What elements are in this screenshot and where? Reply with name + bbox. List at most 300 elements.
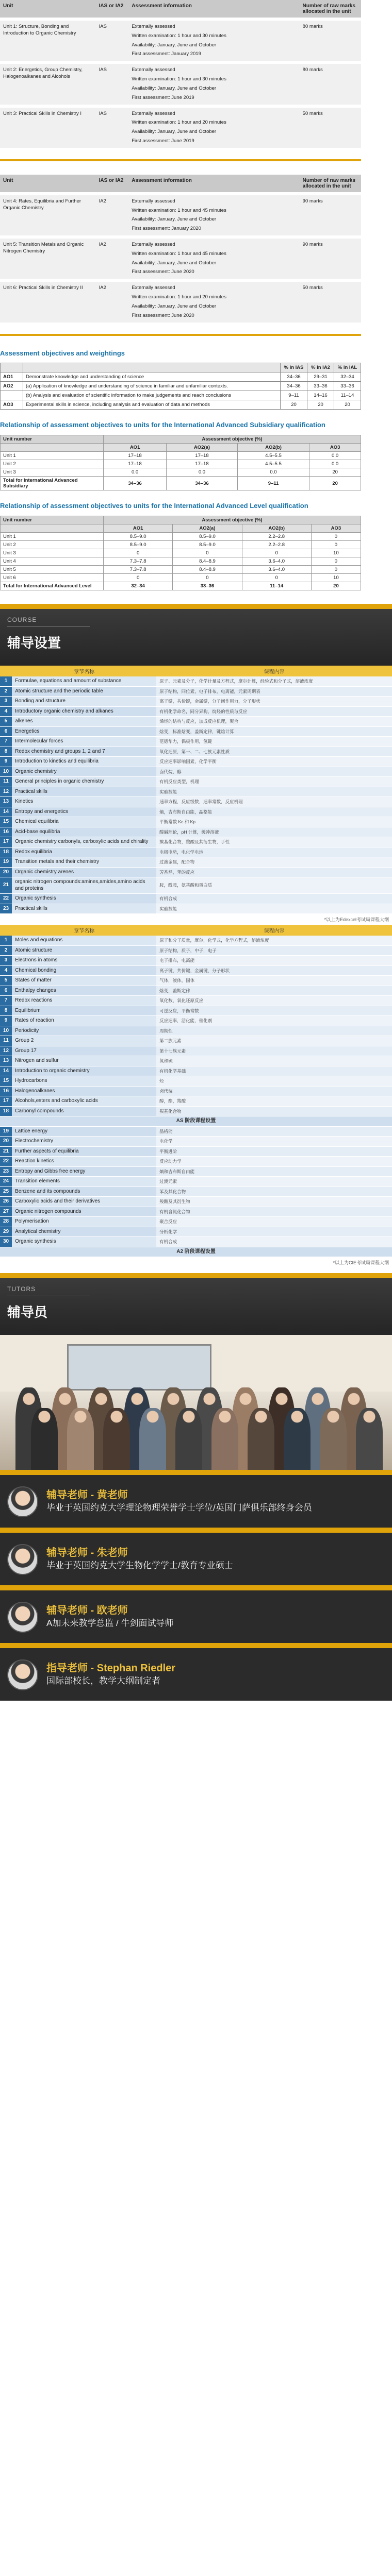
course-number: 7 bbox=[0, 737, 12, 747]
course-content: 熵和吉布斯自由能 bbox=[156, 1166, 392, 1177]
course-chapter: Equilibrium bbox=[12, 1006, 156, 1016]
relationship-row bbox=[1, 566, 361, 574]
course-banner-subtitle: COURSE bbox=[7, 616, 37, 624]
objective-row bbox=[1, 391, 361, 400]
ao1-header: AO1 bbox=[104, 444, 167, 452]
course-number: 6 bbox=[0, 726, 12, 737]
as-course-note: *以上为Edexcel考试局课程大纲 bbox=[324, 917, 389, 923]
course-row bbox=[0, 1217, 392, 1227]
course-content: 范德华力，偶极作用，氢键 bbox=[156, 737, 392, 747]
course-content: 酸碱理论，pH 计算，缓冲溶液 bbox=[156, 827, 392, 837]
course-content: 原子和分子质量，摩尔，化学式，化学方程式，溶液浓度 bbox=[156, 936, 392, 945]
course-chapter: States of matter bbox=[12, 976, 156, 986]
course-chapter: Entropy and Gibbs free energy bbox=[12, 1166, 156, 1177]
course-content: 羧酸及其衍生物 bbox=[156, 1197, 392, 1207]
relationship-value: 2.2–2.8 bbox=[242, 533, 311, 541]
relationship-value: 3.6–4.0 bbox=[242, 557, 311, 566]
assessment-line: First assessment: January 2019 bbox=[132, 51, 201, 57]
relationship-value: 3.6–4.0 bbox=[242, 566, 311, 574]
tutor-description: A加未来教学总监 / 牛剑面试导师 bbox=[46, 1618, 174, 1629]
course-num-header bbox=[0, 666, 12, 676]
objective-text: (b) Analysis and evaluation of scientific information to make judgements and reach conclusions bbox=[23, 391, 281, 400]
course-row bbox=[0, 1137, 392, 1147]
course-content: 平衡进阶 bbox=[156, 1146, 392, 1157]
assessment-line: Externally assessed bbox=[132, 24, 175, 29]
course-row bbox=[0, 847, 392, 857]
relationship-value: 7.3–7.8 bbox=[104, 566, 173, 574]
course-chapter: Redox chemistry and groups 1, 2 and 7 bbox=[12, 747, 156, 757]
course-content: 烃 bbox=[156, 1076, 392, 1087]
assessment-info bbox=[128, 62, 299, 106]
ao2b-header: AO2(b) bbox=[237, 444, 309, 452]
relationship-value: 17–18 bbox=[104, 460, 167, 468]
objective-ia2: 33–36 bbox=[307, 382, 334, 391]
course-row bbox=[0, 1106, 392, 1116]
course-content: 离子键，共价键，金属键，分子形状 bbox=[156, 965, 392, 976]
unit-row bbox=[0, 280, 361, 322]
relationship-value: 0 bbox=[311, 557, 361, 566]
course-row bbox=[0, 1096, 392, 1107]
course-row bbox=[0, 726, 392, 737]
relationship-value: 0.0 bbox=[309, 460, 361, 468]
course-row bbox=[0, 956, 392, 966]
unit-name: Unit 2: Energetics, Group Chemistry, Halogenoalkanes and Alcohols bbox=[0, 62, 96, 106]
assessment-line: Written examination: 1 hour and 30 minutes bbox=[132, 32, 226, 39]
relationship-value: 10 bbox=[311, 549, 361, 557]
course-row bbox=[0, 777, 392, 787]
course-row bbox=[0, 747, 392, 757]
banner-rule bbox=[7, 626, 90, 627]
course-content: 周期性 bbox=[156, 1026, 392, 1036]
course-number: 21 bbox=[0, 877, 12, 894]
tutors-banner-title: 辅导员 bbox=[7, 1304, 48, 1320]
objectives-header-ias: % in IAS bbox=[281, 363, 307, 372]
course-number: 1 bbox=[0, 676, 12, 686]
unit-name: Unit 5: Transition Metals and Organic Nitrogen Chemistry bbox=[0, 237, 96, 280]
relationship-value: 0 bbox=[311, 566, 361, 574]
assessment-line: First assessment: June 2020 bbox=[132, 312, 194, 318]
relationship-value: 32–34 bbox=[104, 582, 173, 590]
course-chapter: Transition metals and their chemistry bbox=[12, 857, 156, 868]
course-number: 11 bbox=[0, 777, 12, 787]
course-content: 晶格能 bbox=[156, 1126, 392, 1137]
course-content: 芳香烃，苯的反应 bbox=[156, 867, 392, 877]
course-row bbox=[0, 1177, 392, 1187]
course-banner bbox=[0, 604, 392, 666]
col-assessment: Assessment information bbox=[128, 0, 299, 19]
col-assessment: Assessment information bbox=[128, 175, 299, 194]
course-chapter: Energetics bbox=[12, 726, 156, 737]
relationship-row bbox=[1, 582, 361, 590]
objectives-header-ia2: % in IA2 bbox=[307, 363, 334, 372]
unit-row bbox=[0, 106, 361, 148]
ao1-header: AO1 bbox=[104, 524, 173, 533]
course-number: 16 bbox=[0, 827, 12, 837]
ial-relationship-body bbox=[1, 533, 361, 590]
a2-course-note: *以上为CIE考试局课程大纲 bbox=[333, 1260, 389, 1266]
course-content: 卤代烷 bbox=[156, 1086, 392, 1096]
course-row bbox=[0, 965, 392, 976]
course-row bbox=[0, 787, 392, 797]
course-chapter-header: 章节名称 bbox=[12, 925, 156, 936]
ias-relationship-header bbox=[1, 444, 361, 452]
course-number: 17 bbox=[0, 1096, 12, 1107]
course-row bbox=[0, 1207, 392, 1217]
assessment-line: First assessment: June 2019 bbox=[132, 94, 194, 100]
course-row bbox=[0, 1237, 392, 1247]
course-chapter: Enthalpy changes bbox=[12, 986, 156, 996]
relationship-value: 0 bbox=[173, 549, 242, 557]
course-chapter: Redox equilibria bbox=[12, 847, 156, 857]
course-content: 羰基化合物，羧酸及其衍生物，手性 bbox=[156, 837, 392, 848]
tutor-avatar bbox=[7, 1486, 38, 1517]
course-chapter: Organic chemistry bbox=[12, 767, 156, 777]
objective-code: AO2 bbox=[1, 382, 23, 391]
objective-code: AO3 bbox=[1, 400, 23, 410]
unit-name: Unit 4: Rates, Equilibria and Further Organic Chemistry bbox=[0, 194, 96, 237]
course-row bbox=[0, 877, 392, 894]
objective-ias: 20 bbox=[281, 400, 307, 410]
course-chapter: Electrochemistry bbox=[12, 1137, 156, 1147]
course-row bbox=[0, 857, 392, 868]
assessment-line: Availability: January, June and October bbox=[132, 260, 217, 266]
unit-code: IA2 bbox=[96, 280, 129, 322]
course-row bbox=[0, 1227, 392, 1237]
a2-course-body bbox=[0, 936, 392, 1257]
course-content: 有机反应类型，机理 bbox=[156, 777, 392, 787]
course-chapter: Acid-base equilibria bbox=[12, 827, 156, 837]
relationship-group-header: Assessment objective (%) bbox=[104, 516, 361, 524]
course-number: 14 bbox=[0, 807, 12, 817]
course-row bbox=[0, 767, 392, 777]
course-content: 有机合成 bbox=[156, 1237, 392, 1247]
course-number: 19 bbox=[0, 1126, 12, 1137]
col-unit: Unit bbox=[0, 0, 96, 19]
course-row bbox=[0, 936, 392, 945]
course-row bbox=[0, 1157, 392, 1167]
course-chapter: Reaction kinetics bbox=[12, 1157, 156, 1167]
assessment-info bbox=[128, 106, 299, 148]
course-content-header: 课程内容 bbox=[156, 925, 392, 936]
course-number: 20 bbox=[0, 867, 12, 877]
tutor-name: 辅导老师 - 朱老师 bbox=[46, 1547, 128, 1559]
relationship-unit: Unit 2 bbox=[1, 541, 104, 549]
course-content: 原子、元素及分子，化学计量及方程式，摩尔计算，经验式和分子式，溶液浓度 bbox=[156, 676, 392, 686]
course-chapter: Chemical equilibria bbox=[12, 817, 156, 827]
course-chapter: Practical skills bbox=[12, 787, 156, 797]
course-content: 速率方程，反应级数，速率常数，反应机理 bbox=[156, 797, 392, 807]
relationship-unit-header: Unit number bbox=[1, 516, 104, 524]
course-row bbox=[0, 1026, 392, 1036]
relationship-unit: Unit 1 bbox=[1, 533, 104, 541]
relationship-row bbox=[1, 452, 361, 460]
tutor-card bbox=[0, 1470, 392, 1528]
ias-relationship-title: Relationship of assessment objectives to units for the International Advanced Subsidiary qualification bbox=[0, 421, 325, 429]
course-row bbox=[0, 996, 392, 1006]
relationship-value: 2.2–2.8 bbox=[242, 541, 311, 549]
relationship-blank-header bbox=[1, 524, 104, 533]
objective-ia2: 20 bbox=[307, 400, 334, 410]
assessment-line: Availability: January, June and October bbox=[132, 303, 217, 309]
relationship-unit: Unit 2 bbox=[1, 460, 104, 468]
person-silhouette bbox=[103, 1408, 130, 1470]
course-content-header: 课程内容 bbox=[156, 666, 392, 676]
tutor-name: 辅导老师 - 黄老师 bbox=[46, 1489, 128, 1501]
course-chapter: Intermolecular forces bbox=[12, 737, 156, 747]
accent-bar bbox=[0, 604, 392, 609]
course-number: 2 bbox=[0, 686, 12, 697]
ias-units-table bbox=[0, 0, 361, 148]
photo-screen bbox=[67, 1344, 211, 1391]
course-row bbox=[0, 945, 392, 956]
as-course-header bbox=[0, 666, 392, 676]
course-content: 可逆反应，平衡常数 bbox=[156, 1006, 392, 1016]
relationship-group-header: Assessment objective (%) bbox=[104, 435, 361, 444]
relationship-unit: Total for International Advanced Level bbox=[1, 582, 104, 590]
course-number: 15 bbox=[0, 817, 12, 827]
tutor-description: 毕业于英国约克大学生物化学学士/教育专业硕士 bbox=[46, 1561, 233, 1571]
relationship-value: 8.4–8.9 bbox=[173, 566, 242, 574]
ias-units-header bbox=[0, 0, 361, 19]
course-row bbox=[0, 686, 392, 697]
person-silhouette bbox=[284, 1408, 311, 1470]
relationship-value: 34–36 bbox=[167, 477, 238, 490]
course-banner-title: 辅导设置 bbox=[7, 635, 61, 651]
course-stage-label: AS 阶段课程设置 bbox=[0, 1116, 392, 1127]
unit-marks: 80 marks bbox=[300, 62, 361, 106]
col-marks: Number of raw marks allocated in the unit bbox=[300, 0, 361, 19]
relationship-unit-header: Unit number bbox=[1, 435, 104, 444]
relationship-blank-header bbox=[1, 444, 104, 452]
tutor-description: 国际部校长，教学大纲制定者 bbox=[46, 1676, 160, 1686]
course-chapter: Group 2 bbox=[12, 1036, 156, 1046]
col-ias: IAS or IA2 bbox=[96, 175, 129, 194]
course-number: 13 bbox=[0, 797, 12, 807]
course-number: 5 bbox=[0, 976, 12, 986]
course-content: 电极电势，电化学电池 bbox=[156, 847, 392, 857]
course-row bbox=[0, 1076, 392, 1087]
assessment-line: Availability: January, June and October bbox=[132, 216, 217, 223]
course-row bbox=[0, 1036, 392, 1046]
relationship-value: 8.5–9.0 bbox=[173, 533, 242, 541]
course-content: 氧化还原，第一、二、七族元素性质 bbox=[156, 747, 392, 757]
course-row bbox=[0, 757, 392, 767]
assessment-line: Externally assessed bbox=[132, 67, 175, 73]
course-number: 1 bbox=[0, 936, 12, 945]
relationship-value: 0 bbox=[242, 574, 311, 582]
relationship-value: 0 bbox=[242, 549, 311, 557]
assessment-line: Written examination: 1 hour and 45 minutes bbox=[132, 207, 226, 213]
course-chapter: Organic chemistry carbonyls, carboxylic acids and chirality bbox=[12, 837, 156, 848]
as-course-body bbox=[0, 676, 392, 914]
ial-relationship-table bbox=[0, 516, 361, 590]
course-content: 电化学 bbox=[156, 1137, 392, 1147]
course-number: 21 bbox=[0, 1146, 12, 1157]
relationship-value: 4.5–5.5 bbox=[237, 460, 309, 468]
tutor-card bbox=[0, 1528, 392, 1585]
accent-bar bbox=[0, 1273, 392, 1278]
course-number: 2 bbox=[0, 945, 12, 956]
course-row bbox=[0, 1016, 392, 1026]
assessment-line: Written examination: 1 hour and 30 minutes bbox=[132, 76, 226, 82]
objective-code bbox=[1, 391, 23, 400]
course-number: 5 bbox=[0, 717, 12, 727]
relationship-value: 0 bbox=[104, 549, 173, 557]
course-number: 13 bbox=[0, 1056, 12, 1066]
relationship-value: 20 bbox=[311, 582, 361, 590]
course-chapter: Periodicity bbox=[12, 1026, 156, 1036]
course-number: 25 bbox=[0, 1187, 12, 1197]
col-marks: Number of raw marks allocated in the unit bbox=[300, 175, 361, 194]
unit-marks: 90 marks bbox=[300, 237, 361, 280]
course-chapter: alkenes bbox=[12, 717, 156, 727]
course-number: 14 bbox=[0, 1066, 12, 1076]
course-chapter: Nitrogen and sulfur bbox=[12, 1056, 156, 1066]
unit-name: Unit 3: Practical Skills in Chemistry I bbox=[0, 106, 96, 148]
course-row bbox=[0, 1086, 392, 1096]
course-number: 20 bbox=[0, 1137, 12, 1147]
course-row bbox=[0, 807, 392, 817]
course-chapter: Organic synthesis bbox=[12, 894, 156, 904]
section-divider bbox=[0, 334, 361, 336]
course-row bbox=[0, 1247, 392, 1257]
assessment-line: Written examination: 1 hour and 20 minutes bbox=[132, 120, 226, 126]
unit-row bbox=[0, 194, 361, 237]
course-row bbox=[0, 697, 392, 707]
relationship-row bbox=[1, 468, 361, 477]
relationship-value: 20 bbox=[309, 477, 361, 490]
objective-text: Demonstrate knowledge and understanding of science bbox=[23, 372, 281, 382]
relationship-value: 8.5–9.0 bbox=[173, 541, 242, 549]
course-chapter: Electrons in atoms bbox=[12, 956, 156, 966]
course-content: 氧化数，氧化还原反应 bbox=[156, 996, 392, 1006]
assessment-line: Written examination: 1 hour and 45 minutes bbox=[132, 250, 226, 257]
course-row bbox=[0, 706, 392, 717]
course-content: 有机化学基础 bbox=[156, 1066, 392, 1076]
objective-ial: 33–36 bbox=[334, 382, 361, 391]
course-stage-label: A2 阶段课程设置 bbox=[0, 1247, 392, 1257]
relationship-value: 17–18 bbox=[167, 460, 238, 468]
ias-relationship-group-row bbox=[1, 435, 361, 444]
course-content: 有机化学命名，同分异构，烷烃的性质与反应 bbox=[156, 706, 392, 717]
course-row bbox=[0, 837, 392, 848]
course-chapter: Transition elements bbox=[12, 1177, 156, 1187]
course-row bbox=[0, 1126, 392, 1137]
relationship-row bbox=[1, 557, 361, 566]
assessment-line: Externally assessed bbox=[132, 285, 175, 291]
relationship-value: 33–36 bbox=[173, 582, 242, 590]
course-content: 醇，酯，羧酸 bbox=[156, 1096, 392, 1107]
ao3-header: AO3 bbox=[311, 524, 361, 533]
course-number: 9 bbox=[0, 1016, 12, 1026]
objectives-header-text bbox=[23, 363, 281, 372]
course-number: 8 bbox=[0, 1006, 12, 1016]
course-chapter: Introduction to kinetics and equilibria bbox=[12, 757, 156, 767]
course-content: 电子排布，电离能 bbox=[156, 956, 392, 966]
objective-text: Experimental skills in science, including analysis and evaluation of data and methods bbox=[23, 400, 281, 410]
course-chapter: Group 17 bbox=[12, 1046, 156, 1056]
course-row bbox=[0, 1146, 392, 1157]
course-content: 烯烃的结构与反应，加成反应机理，聚合 bbox=[156, 717, 392, 727]
course-num-header bbox=[0, 925, 12, 936]
course-row bbox=[0, 1197, 392, 1207]
course-row bbox=[0, 827, 392, 837]
course-number: 17 bbox=[0, 837, 12, 848]
person-silhouette bbox=[248, 1408, 274, 1470]
course-chapter: Moles and equations bbox=[12, 936, 156, 945]
relationship-value: 0 bbox=[173, 574, 242, 582]
course-content: 反应速率，活化能，催化剂 bbox=[156, 1016, 392, 1026]
course-chapter: Analytical chemistry bbox=[12, 1227, 156, 1237]
course-content: 有机含氮化合物 bbox=[156, 1207, 392, 1217]
person-silhouette bbox=[320, 1408, 347, 1470]
course-row bbox=[0, 1187, 392, 1197]
course-content: 第二族元素 bbox=[156, 1036, 392, 1046]
objective-row bbox=[1, 382, 361, 391]
course-chapter: Bonding and structure bbox=[12, 697, 156, 707]
course-content: 氮和硫 bbox=[156, 1056, 392, 1066]
course-row bbox=[0, 976, 392, 986]
course-row bbox=[0, 986, 392, 996]
relationship-value: 0.0 bbox=[237, 468, 309, 477]
course-chapter: Halogenoalkanes bbox=[12, 1086, 156, 1096]
relationship-value: 8.5–9.0 bbox=[104, 541, 173, 549]
relationship-value: 9–11 bbox=[237, 477, 309, 490]
course-chapter: Carboxylic acids and their derivatives bbox=[12, 1197, 156, 1207]
tutor-card bbox=[0, 1585, 392, 1643]
tutor-name: 辅导老师 - 欧老师 bbox=[46, 1605, 128, 1617]
course-chapter: Formulae, equations and amount of substance bbox=[12, 676, 156, 686]
course-content: 分析化学 bbox=[156, 1227, 392, 1237]
course-number: 22 bbox=[0, 894, 12, 904]
ao2a-header: AO2(a) bbox=[173, 524, 242, 533]
person-silhouette bbox=[356, 1408, 383, 1470]
assessment-line: Externally assessed bbox=[132, 198, 175, 204]
relationship-value: 11–14 bbox=[242, 582, 311, 590]
course-number: 4 bbox=[0, 706, 12, 717]
course-chapter: Alcohols,esters and carboxylic acids bbox=[12, 1096, 156, 1107]
assessment-line: Availability: January, June and October bbox=[132, 42, 217, 48]
relationship-unit: Unit 4 bbox=[1, 557, 104, 566]
relationship-value: 0 bbox=[104, 574, 173, 582]
unit-code: IAS bbox=[96, 19, 129, 62]
tutor-avatar bbox=[7, 1602, 38, 1633]
tutor-card bbox=[0, 1643, 392, 1701]
course-number: 16 bbox=[0, 1086, 12, 1096]
objective-code: AO1 bbox=[1, 372, 23, 382]
objectives-title: Assessment objectives and weightings bbox=[0, 349, 125, 357]
ias-relationship-table bbox=[0, 435, 361, 490]
unit-name: Unit 1: Structure, Bonding and Introduction to Organic Chemistry bbox=[0, 19, 96, 62]
a2-course-header bbox=[0, 925, 392, 936]
relationship-row bbox=[1, 477, 361, 490]
assessment-info bbox=[128, 194, 299, 237]
assessment-line: Externally assessed bbox=[132, 242, 175, 247]
section-divider bbox=[0, 159, 361, 161]
course-row bbox=[0, 737, 392, 747]
course-row bbox=[0, 1066, 392, 1076]
unit-row bbox=[0, 19, 361, 62]
assessment-info bbox=[128, 237, 299, 280]
person-silhouette bbox=[67, 1408, 94, 1470]
ias-units-body bbox=[0, 19, 361, 148]
course-content: 焓变，盖斯定律 bbox=[156, 986, 392, 996]
course-number: 8 bbox=[0, 747, 12, 757]
ao2a-header: AO2(a) bbox=[167, 444, 238, 452]
person-silhouette bbox=[175, 1408, 202, 1470]
relationship-value: 4.5–5.5 bbox=[237, 452, 309, 460]
objective-text: (a) Application of knowledge and understanding of science in familiar and unfamiliar contexts. bbox=[23, 382, 281, 391]
